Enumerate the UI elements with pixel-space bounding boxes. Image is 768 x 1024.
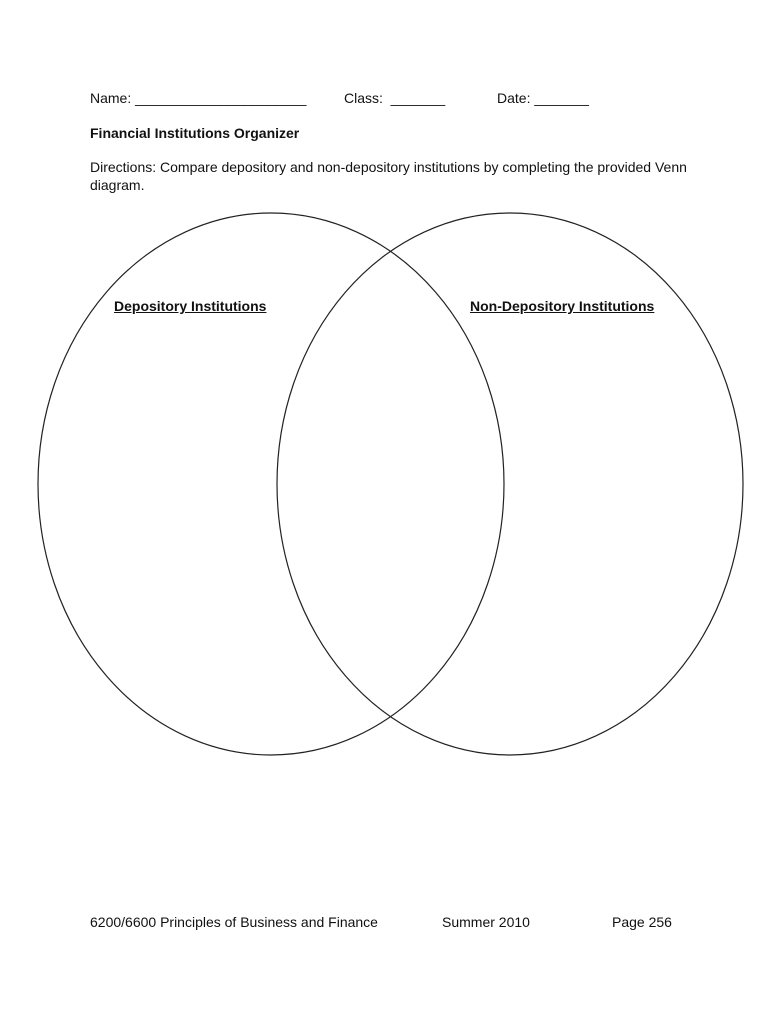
left-circle [38,213,504,755]
page-title: Financial Institutions Organizer [90,125,300,141]
depository-label: Depository Institutions [114,298,267,314]
date-field[interactable]: Date: _______ [497,90,589,106]
directions-text: Directions: Compare depository and non-depository institutions by completing the provided Venn diagram. [90,159,687,193]
footer-course: 6200/6600 Principles of Business and Finance [90,914,378,930]
non-depository-label: Non-Depository Institutions [470,298,655,314]
footer-page-number: Page 256 [612,914,672,930]
name-field[interactable]: Name: ______________________ [90,90,307,106]
footer-term: Summer 2010 [442,914,530,930]
class-field[interactable]: Class: _______ [344,90,446,106]
right-circle [277,213,743,755]
